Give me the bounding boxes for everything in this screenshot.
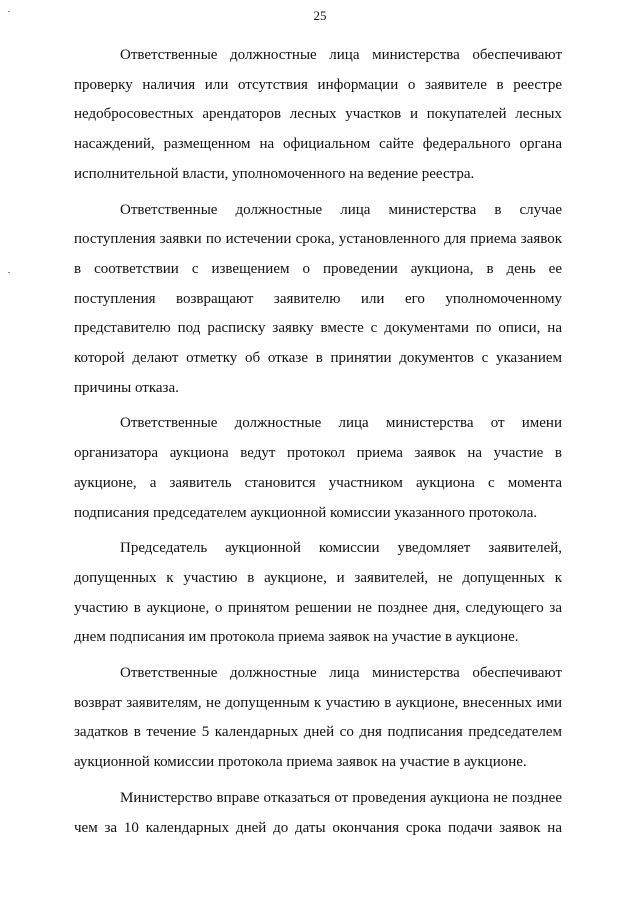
body-text	[74, 41, 562, 843]
text-line: Ответственные должностные лица министерства от имени	[120, 415, 562, 432]
text-line: поступления заявки по истечении срока, установленного для приема заявок	[74, 231, 562, 248]
text-line: в соответствии с извещением о проведении аукциона, в день ее	[74, 260, 562, 277]
text-line: Ответственные должностные лица министерства обеспечивают	[120, 47, 562, 63]
text-line: участию в аукционе, о принятом решении не позднее дня, следующего за	[74, 599, 562, 616]
scan-speck	[8, 272, 10, 273]
paragraph	[74, 534, 562, 653]
paragraph	[74, 41, 562, 190]
text-line: возврат заявителям, не допущенным к участию в аукционе, внесенных ими	[74, 694, 562, 711]
text-line: исполнительной власти, уполномоченного на ведение реестра.	[74, 165, 475, 182]
text-line: днем подписания им протокола приема заявок на участие в аукционе.	[74, 629, 519, 646]
text-line: допущенных к участию в аукционе, и заявителей, не допущенных к	[74, 569, 562, 586]
paragraph	[74, 196, 562, 404]
text-line: Министерство вправе отказаться от проведения аукциона не позднее	[120, 789, 562, 806]
text-line: Ответственные должностные лица министерства обеспечивают	[120, 665, 562, 682]
text-line: задатков в течение 5 календарных дней со дня подписания председателем	[74, 724, 562, 741]
text-line: насаждений, размещенном на официальном сайте федерального органа	[74, 136, 562, 153]
text-line: организатора аукциона ведут протокол приема заявок на участие в	[74, 445, 562, 462]
text-line: аукционе, а заявитель становится участником аукциона с момента	[74, 474, 562, 491]
text-line: недобросовестных арендаторов лесных участков и покупателей лесных	[74, 106, 562, 123]
text-line: проверку наличия или отсутствия информации о заявителе в реестре	[74, 76, 562, 93]
text-line: чем за 10 календарных дней до даты окончания срока подачи заявок на	[74, 819, 562, 836]
text-line: Ответственные должностные лица министерства в случае	[120, 201, 562, 218]
paragraph	[74, 409, 562, 528]
text-line: которой делают отметку об отказе в принятии документов с указанием	[74, 350, 562, 367]
paragraph	[74, 784, 562, 843]
text-line: причины отказа.	[74, 379, 179, 396]
paragraph	[74, 659, 562, 778]
page-number: 25	[313, 8, 327, 23]
text-line: Председатель аукционной комиссии уведомляет заявителей,	[120, 540, 562, 557]
text-line: подписания председателем аукционной комиссии указанного протокола.	[74, 504, 538, 521]
text-line: поступления возвращают заявителю или его уполномоченному	[74, 290, 562, 307]
text-line: представителю под расписку заявку вместе с документами по описи, на	[74, 320, 562, 337]
text-line: аукционной комиссии протокола приема заявок на участие в аукционе.	[74, 754, 527, 771]
